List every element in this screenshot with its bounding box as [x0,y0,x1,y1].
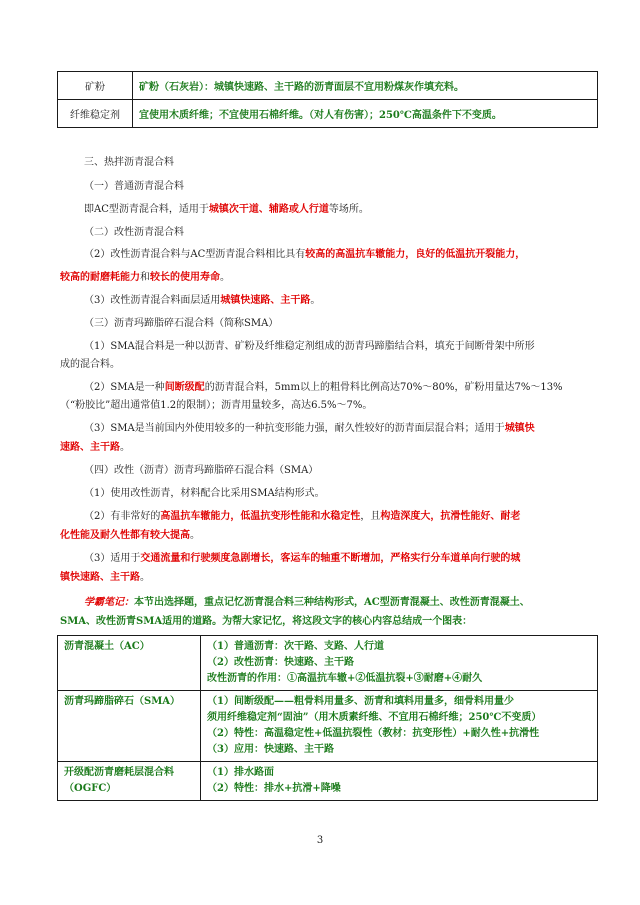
section-heading: 三、热拌沥青混合料 [84,157,174,168]
summary-table [57,635,598,801]
highlight-text: 镇快速路、主干路 [60,572,140,583]
paragraph [84,552,614,566]
table-line: （2）特性：高温稳定性+低温抗裂性（教材：抗变形性）+耐久性+抗滑性 [207,728,540,739]
text: 。 [310,295,321,306]
paragraph [84,381,614,395]
paragraph-continuation [60,441,590,455]
paragraph-continuation [60,271,590,285]
subsection-heading: （四）改性（沥青）沥青玛蹄脂碎石混合料（SMA） [84,465,319,476]
text: （3）改性沥青混合料面层适用 [84,295,221,306]
paragraph: （1）SMA混合料是一种以沥青、矿粉及纤维稳定剂组成的沥青玛蹄脂结合料，填充于间断骨架中所形 [84,341,535,352]
table-line: （1）间断级配——粗骨料用量多、沥青和填料用量多，细骨料用量少 [207,696,514,707]
highlight-text: 较高的高温抗车辙能力，良好的低温抗开裂能力， [305,249,526,260]
table-line: （3）应用：快速路、主干路 [207,744,334,755]
highlight-text: 城镇次干道、辅路或人行道 [208,204,329,215]
tip-label: 学霸笔记： [84,597,134,608]
table-key-cell: 开级配沥青磨耗层混合料（OGFC） [58,762,201,801]
table-key-cell: 矿粉 [58,72,133,100]
study-tip-continuation [60,615,590,629]
tip-text: SMA、改性沥青SMA适用的道路。为帮大家记忆，将这段文字的核心内容总结成一个图表： [60,616,473,627]
text: 。 [120,442,130,453]
table-row [58,100,598,128]
paragraph [84,510,614,524]
table-line: （1）排水路面 [207,767,274,778]
table-line: （2）改性沥青：快速路、主干路 [207,657,354,668]
highlight-text: 化性能及耐久性都有较大提高 [60,530,190,541]
table-row [58,636,598,691]
table-value-cell: 矿粉（石灰岩）：城镇快速路、主干路的沥青面层不宜用粉煤灰作填充料。 [133,72,598,100]
highlight-text: 交通流量和行驶频度急剧增长，客运车的轴重不断增加，严格实行分车道单向行驶的城 [140,553,521,564]
subsection-heading: （二）改性沥青混合料 [84,227,184,238]
highlight-text: 构造深度大，抗滑性能好、耐老 [380,511,521,522]
table-row [58,72,598,100]
text: 即AC型沥青混合料，适用于 [84,204,209,215]
text: 。 [140,572,150,583]
table-value-cell [201,636,598,691]
table-line: 改性沥青的作用：①高温抗车辙+②低温抗裂+③耐磨+④耐久 [207,673,483,684]
text: 的沥青混合料，5mm以上的粗骨料比例高达70%～80%，矿粉用量达7%～13% [204,382,563,393]
text: （3）适用于 [84,553,141,564]
table-value-cell [201,691,598,762]
table-row [58,691,598,762]
table-line: （2）特性：排水+抗滑+降噪 [207,783,341,794]
paragraph-continuation [60,571,590,585]
paragraph-continuation [60,529,590,543]
paragraph-continuation: （“粉胶比”超出通常值1.2的限制）；沥青用量较多，高达6.5%～7%。 [60,400,373,411]
paragraph: （1）使用改性沥青，材料配合比采用SMA结构形式。 [84,488,325,499]
highlight-text: 间断级配 [164,382,205,393]
table-key-cell: 纤维稳定剂 [58,100,133,128]
study-tip [84,596,614,610]
text: 。 [190,530,200,541]
text: （3）SMA是当前国内外使用较多的一种抗变形能力强，耐久性较好的沥青面层混合料；适用于 [84,423,505,434]
text: 等场所。 [328,204,369,215]
paragraph-continuation: 成的混合料。 [60,359,120,370]
text: （2）改性沥青混合料与AC型沥青混合料相比具有 [84,249,306,260]
text: （2）SMA是一种 [84,382,165,393]
text: 和 [140,272,150,283]
text: 。 [220,272,230,283]
subsection-heading: （一）普通沥青混合料 [84,181,184,192]
text: （2）有非常好的 [84,511,161,522]
highlight-text: 城镇快 [504,423,535,434]
highlight-text: 城镇快速路、主干路 [220,295,311,306]
highlight-text: 高温抗车辙能力，低温抗变形性能和水稳定性 [160,511,361,522]
table-row [58,762,598,801]
table-key-cell: 沥青混凝土（AC） [58,636,201,691]
table-key-cell: 沥青玛蹄脂碎石（SMA） [58,691,201,762]
table-line: （1）普通沥青：次干路、支路、人行道 [207,641,384,652]
paragraph [84,422,614,436]
text: ，且 [360,511,381,522]
highlight-text: 较长的使用寿命 [150,272,220,283]
tip-text: 本节出选择题，重点记忆沥青混合料三种结构形式，AC型沥青混凝土、改性沥青混凝土、 [134,597,530,608]
table-value-cell: 宜使用木质纤维；不宜使用石棉纤维。（对人有伤害）；250℃高温条件下不变质。 [133,100,598,128]
page-number: 3 [316,835,324,846]
table-value-cell [201,762,598,801]
paragraph [84,248,614,262]
table-line: 须用纤维稳定剂“固油”（用木质素纤维、不宜用石棉纤维；250℃不变质） [207,712,542,723]
highlight-text: 较高的耐磨耗能力 [60,272,140,283]
highlight-text: 速路、主干路 [60,442,120,453]
materials-table [57,71,598,128]
paragraph [84,294,614,308]
subsection-heading: （三）沥青玛蹄脂碎石混合料（简称SMA） [84,318,279,329]
paragraph [84,203,614,217]
